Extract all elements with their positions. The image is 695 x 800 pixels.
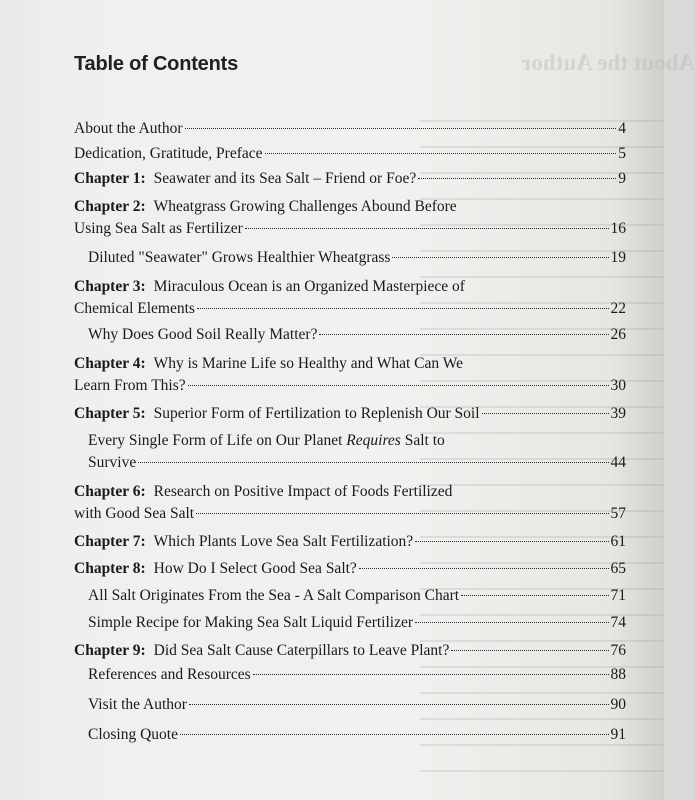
toc-entry-chapter-6[interactable] [74,481,626,525]
toc-entry-text: Wheatgrass Growing Challenges Abound Before [153,198,457,215]
toc-entry-text: Superior Form of Fertilization to Replenish Our Soil [153,405,480,422]
toc-entry-text: About the Author [74,120,183,137]
toc-entry-text: Diluted "Seawater" Grows Healthier Wheatgrass [88,249,391,266]
leader-dots [138,462,608,463]
toc-page-number: 65 [610,560,626,577]
chapter-label: Chapter 3: [74,278,146,295]
toc-entry-text: Closing Quote [88,726,178,743]
toc-entry-chapter-3[interactable] [74,276,626,320]
chapter-label: Chapter 1: [74,170,146,187]
leader-dots [392,257,608,258]
leader-dots [185,128,617,129]
toc-entry[interactable] [74,664,626,686]
leader-dots [359,568,609,569]
toc-page-number: 39 [610,405,626,422]
toc-entry[interactable] [74,694,626,716]
toc-entry-text: All Salt Originates From the Sea - A Salt Comparison Chart [88,587,460,604]
toc-entry[interactable] [74,430,626,474]
toc-page-number: 57 [610,505,626,522]
toc-page-number: 76 [610,642,626,659]
chapter-label: Chapter 2: [74,198,146,215]
chapter-label: Chapter 5: [74,405,146,422]
toc-entry-chapter-1[interactable] [74,168,626,190]
toc-entry-chapter-4[interactable] [74,353,626,397]
toc-entry-text: Miraculous Ocean is an Organized Masterpiece of [153,278,465,295]
leader-dots [189,704,609,705]
toc-entry[interactable] [74,118,626,140]
toc-entry-text: Why is Marine Life so Healthy and What Can We [153,355,464,372]
toc-page-number: 16 [610,220,626,237]
toc-page-number: 22 [610,300,626,317]
leader-dots [197,308,609,309]
toc-entry-text: References and Resources [88,666,251,683]
leader-dots [180,734,609,735]
toc-entry-chapter-9[interactable] [74,640,626,662]
toc-entry-text: Dedication, Gratitude, Preface [74,145,263,162]
toc-entry-chapter-5[interactable] [74,403,626,425]
leader-dots [415,622,608,623]
leader-dots [451,650,608,651]
toc-entry[interactable] [74,143,626,165]
toc-page-number: 30 [610,377,626,394]
toc-page-number: 26 [610,326,626,343]
toc-entry-text: Did Sea Salt Cause Caterpillars to Leave Plant? [153,642,450,659]
leader-dots [188,385,609,386]
chapter-label: Chapter 6: [74,483,146,500]
toc-page-number: 71 [610,587,626,604]
toc-entry-chapter-8[interactable] [74,558,626,580]
toc-entry-text: Seawater and its Sea Salt – Friend or Foe? [153,170,417,187]
toc-page-number: 5 [618,145,626,162]
chapter-label: Chapter 9: [74,642,146,659]
toc-entry-text: Research on Positive Impact of Foods Fertilized [153,483,453,500]
toc-page-number: 91 [610,726,626,743]
toc-page-number: 4 [618,120,626,137]
toc-entry-text: Every Single Form of Life on Our Planet [88,432,343,449]
toc-entry-chapter-7[interactable] [74,531,626,553]
leader-dots [245,228,609,229]
toc-entry-text-cont: Learn From This? [74,377,186,394]
leader-dots [196,513,608,514]
leader-dots [415,541,608,542]
leader-dots [482,413,609,414]
chapter-label: Chapter 4: [74,355,146,372]
toc-entry-emphasis: Requires [346,432,401,449]
chapter-label: Chapter 8: [74,560,146,577]
toc-entry-text: Which Plants Love Sea Salt Fertilization? [153,533,414,550]
toc-entry[interactable] [74,247,626,269]
toc-entry[interactable] [74,612,626,634]
toc-page-number: 90 [610,696,626,713]
toc-page-number: 61 [610,533,626,550]
toc-entry-text: Visit the Author [88,696,187,713]
toc-page-number: 19 [610,249,626,266]
chapter-label: Chapter 7: [74,533,146,550]
leader-dots [253,674,609,675]
leader-dots [265,153,617,154]
leader-dots [418,178,616,179]
toc-page-number: 88 [610,666,626,683]
toc-page-number: 9 [618,170,626,187]
toc-entry[interactable] [74,324,626,346]
toc-entry-text: Simple Recipe for Making Sea Salt Liquid Fertilizer [88,614,414,631]
toc-entry-text-cont: Using Sea Salt as Fertilizer [74,220,243,237]
toc-list [74,118,626,746]
toc-title: Table of Contents [74,53,239,75]
toc-entry-text-cont: Chemical Elements [74,300,195,317]
toc-page-number: 74 [610,614,626,631]
toc-entry[interactable] [74,724,626,746]
bleed-through-heading: About the Author [521,50,695,75]
leader-dots [319,334,608,335]
toc-entry-chapter-2[interactable] [74,196,626,240]
toc-entry-text-cont: Survive [88,454,137,471]
toc-entry-text: How Do I Select Good Sea Salt? [153,560,357,577]
toc-entry-text-cont: with Good Sea Salt [74,505,195,522]
toc-entry-text: Why Does Good Soil Really Matter? [88,326,318,343]
toc-page-number: 44 [610,454,626,471]
leader-dots [461,595,608,596]
toc-entry[interactable] [74,585,626,607]
toc-entry-text: Salt to [404,432,445,449]
